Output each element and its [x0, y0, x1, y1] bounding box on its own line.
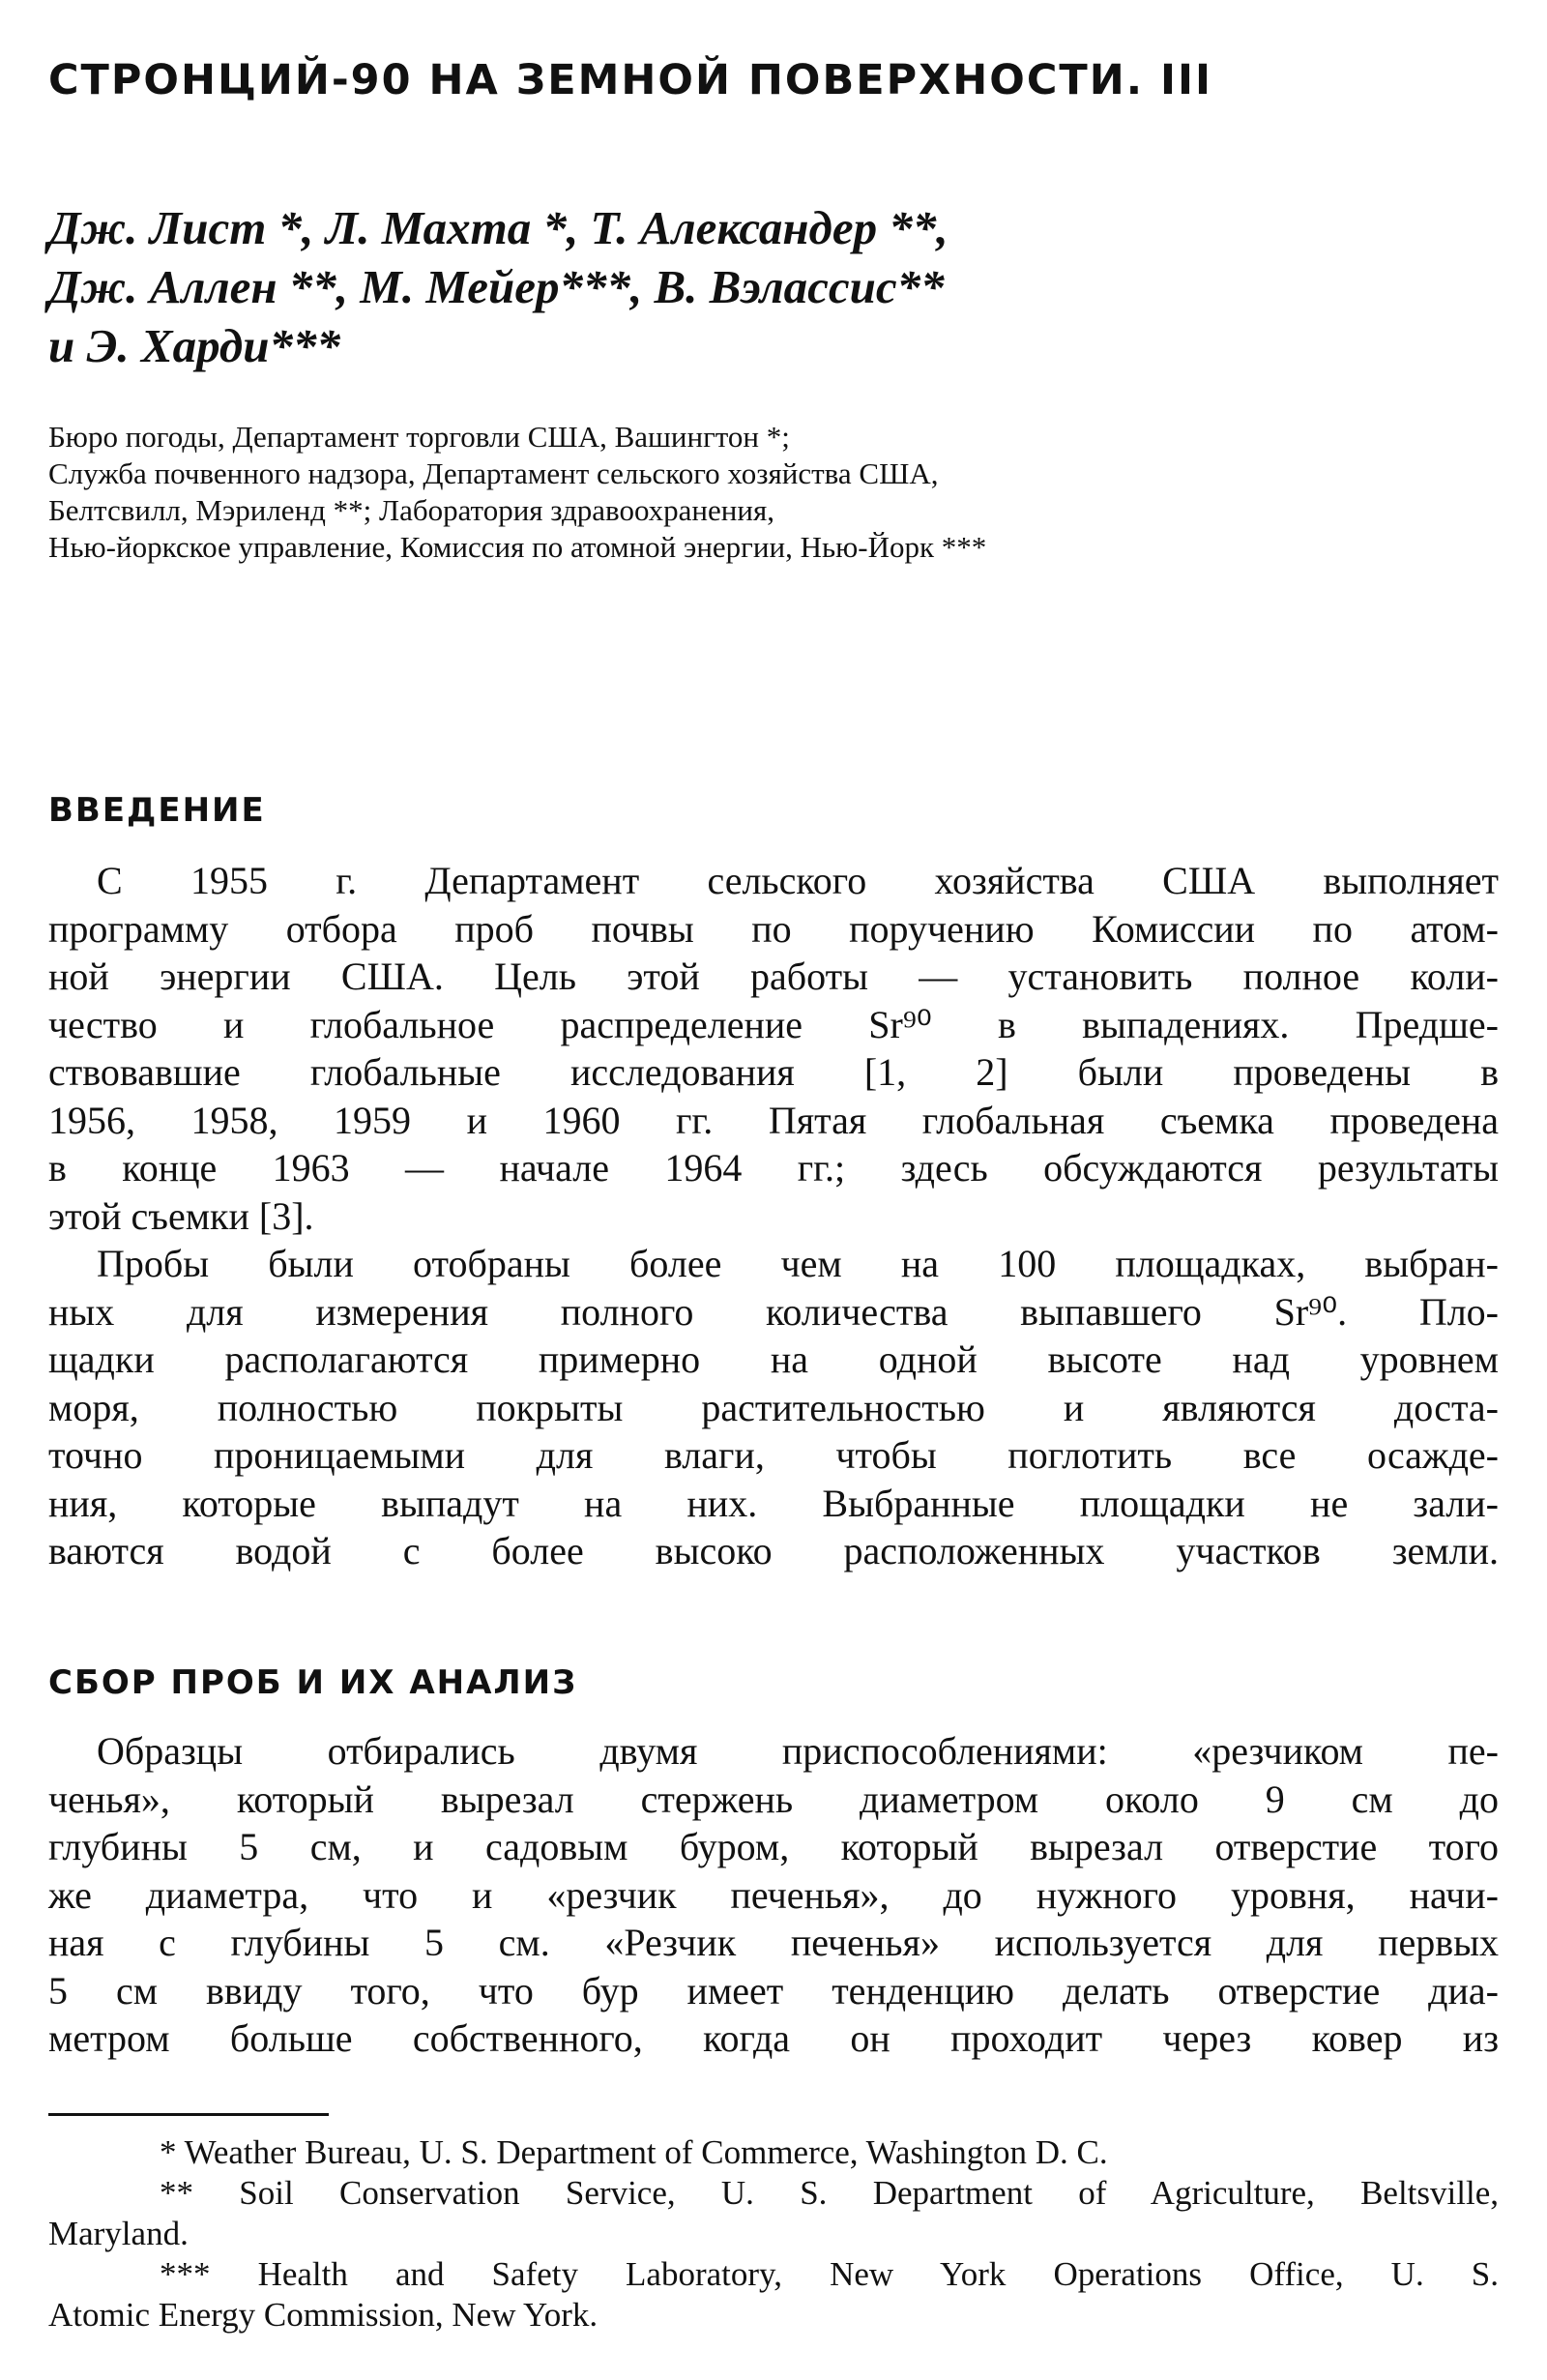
- footnote-line: Atomic Energy Commission, New York.: [48, 2296, 598, 2334]
- text-line: С 1955 г. Департамент сельского хозяйства США выполняет: [97, 859, 1499, 902]
- text-line: Образцы отбирались двумя приспособлениями: «резчиком пе-: [97, 1729, 1499, 1773]
- document-page: [48, 0, 1499, 2380]
- text-line: моря, полностью покрыты растительностью и являются доста-: [48, 1385, 1499, 1429]
- text-line: ваются водой с более высоко расположенных участков земли.: [48, 1529, 1499, 1572]
- text-line: ния, которые выпадут на них. Выбранные площадки не зали-: [48, 1481, 1499, 1525]
- sampling-paragraph-1: [48, 1727, 1499, 2063]
- text-line: ная с глубины 5 см. «Резчик печенья» используется для первых: [48, 1921, 1499, 1964]
- text-line: 5 см ввиду того, что бур имеет тенденцию делать отверстие диа-: [48, 1968, 1499, 2013]
- affiliation-line: Служба почвенного надзора, Департамент сельского хозяйства США,: [48, 456, 939, 490]
- footnote-line: ** Soil Conservation Service, U. S. Department of Agriculture, Beltsville,: [160, 2174, 1499, 2212]
- text-line: Пробы были отобраны более чем на 100 площадках, выбран-: [97, 1242, 1499, 1285]
- affiliation-line: Нью-йоркское управление, Комиссия по атомной энергии, Нью-Йорк ***: [48, 530, 987, 564]
- text-line: ченья», который вырезал стержень диаметром около 9 см до: [48, 1777, 1499, 1821]
- footnote-line: * Weather Bureau, U. S. Department of Commerce, Washington D. C.: [160, 2133, 1108, 2171]
- section-heading-intro: ВВЕДЕНИЕ: [48, 791, 266, 830]
- affiliation-line: Бюро погоды, Департамент торговли США, Вашингтон *;: [48, 420, 790, 454]
- section-heading-sampling: СБОР ПРОБ И ИХ АНАЛИЗ: [48, 1663, 578, 1702]
- text-line: глубины 5 см, и садовым буром, который вырезал отверстие того: [48, 1825, 1499, 1868]
- author-list: [48, 198, 1499, 375]
- author-line: Дж. Лист *, Л. Махта *, Т. Александер **,: [48, 201, 949, 254]
- footnote-line: *** Health and Safety Laboratory, New York Operations Office, U. S.: [160, 2255, 1499, 2293]
- text-line: чество и глобальное распределение Sr⁹⁰ в выпадениях. Предше-: [48, 1002, 1499, 1046]
- affiliation-line: Белтсвилл, Мэриленд **; Лаборатория здравоохранения,: [48, 493, 774, 527]
- article-title: СТРОНЦИЙ-90 НА ЗЕМНОЙ ПОВЕРХНОСТИ. III: [48, 56, 1212, 104]
- text-line: 1956, 1958, 1959 и 1960 гг. Пятая глобальная съемка проведена: [48, 1098, 1499, 1142]
- author-line: и Э. Харди***: [48, 319, 340, 372]
- author-line: Дж. Аллен **, М. Мейер***, В. Вэлассис**: [48, 260, 945, 313]
- footnote-line: Maryland.: [48, 2215, 189, 2252]
- text-line: точно проницаемыми для влаги, чтобы поглотить все осажде-: [48, 1433, 1499, 1477]
- text-line: же диаметра, что и «резчик печенья», до нужного уровня, начи-: [48, 1872, 1499, 1917]
- text-line: программу отбора проб почвы по поручению Комиссии по атом-: [48, 906, 1499, 951]
- text-line: ных для измерения полного количества выпавшего Sr⁹⁰. Пло-: [48, 1289, 1499, 1334]
- text-line: метром больше собственного, когда он проходит через ковер из: [48, 2016, 1499, 2060]
- footnote-divider: [48, 2113, 329, 2116]
- text-line: в конце 1963 — начале 1964 гг.; здесь обсуждаются результаты: [48, 1146, 1499, 1190]
- footnotes: [48, 2132, 1499, 2336]
- text-line: ствовавшие глобальные исследования [1, 2] были проведены в: [48, 1050, 1499, 1094]
- text-line: щадки располагаются примерно на одной высоте над уровнем: [48, 1337, 1499, 1381]
- text-line: этой съемки [3].: [48, 1193, 314, 1238]
- intro-paragraph-1: [48, 857, 1499, 1240]
- affiliations: [48, 419, 1499, 566]
- intro-paragraph-2: [48, 1240, 1499, 1575]
- text-line: ной энергии США. Цель этой работы — установить полное коли-: [48, 955, 1499, 998]
